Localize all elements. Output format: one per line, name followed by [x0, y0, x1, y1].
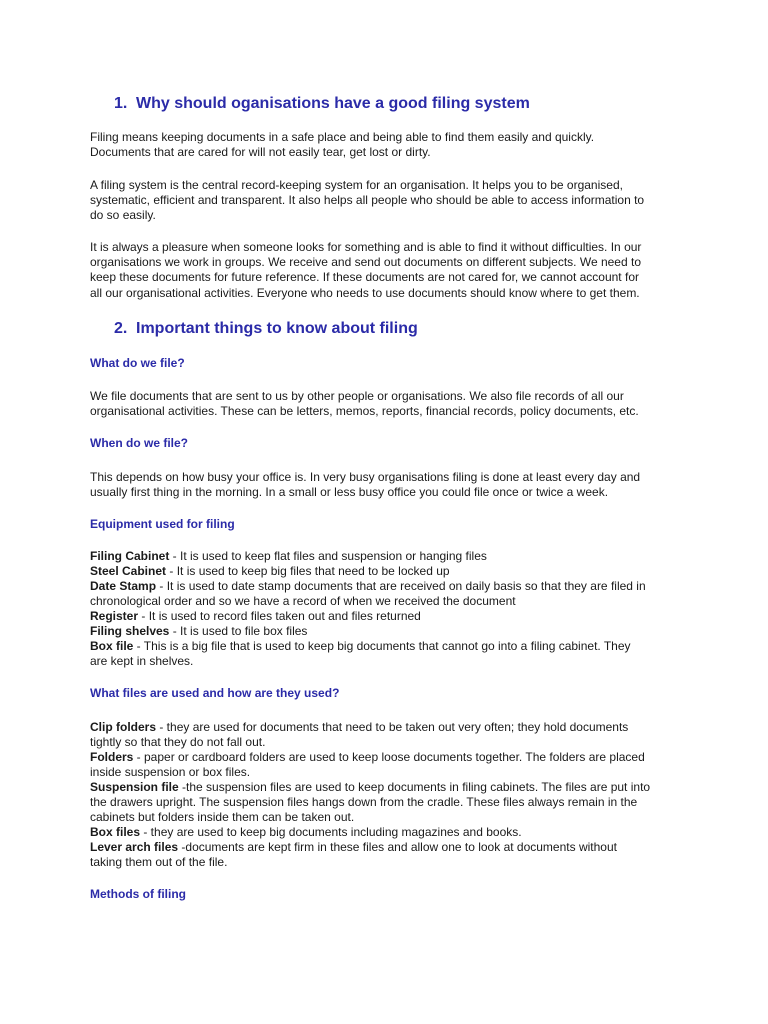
equipment-list	[90, 549, 690, 669]
definition: - It is used to date stamp documents that are received on daily basis so that they are filed in	[156, 579, 646, 593]
pleasure-paragraph	[90, 240, 690, 301]
what-do-we-file-heading: What do we file?	[90, 356, 185, 370]
file-type-item	[90, 720, 690, 735]
equipment-item	[90, 549, 690, 564]
term: Suspension file	[90, 780, 179, 794]
term: Filing shelves	[90, 624, 170, 638]
definition-continued: the drawers upright. The suspension files hangs down from the cradle. These files always remain in the	[90, 795, 638, 809]
section-1-title: Why should oganisations have a good filing system	[136, 95, 530, 112]
definition-continued: inside suspension or box files.	[90, 765, 251, 779]
paragraph-line: Documents that are cared for will not easily tear, get lost or dirty.	[90, 145, 431, 160]
term: Box files	[90, 825, 141, 839]
equipment-heading: Equipment used for filing	[90, 517, 235, 531]
section-2-title: Important things to know about filing	[136, 320, 418, 337]
paragraph-line: We file documents that are sent to us by other people or organisations. We also file records of all our	[90, 389, 624, 403]
definition-continued: taking them out of the file.	[90, 855, 228, 869]
equipment-item	[90, 609, 690, 624]
definition: - paper or cardboard folders are used to keep loose documents together. The folders are placed	[133, 750, 645, 764]
file-type-item	[90, 840, 690, 855]
paragraph-line: This depends on how busy your office is. In very busy organisations filing is done at least every day and	[90, 470, 641, 484]
file-type-item	[90, 780, 690, 795]
equipment-item	[90, 624, 690, 639]
paragraph-line: all our organisational activities. Everyone who needs to use documents should know where to get them.	[90, 285, 640, 300]
equipment-item	[90, 564, 690, 579]
paragraph-line: A filing system is the central record-keeping system for an organisation. It helps you to be organised,	[90, 178, 623, 192]
definition: - It is used to keep big files that need to be locked up	[166, 564, 450, 578]
term: Lever arch files	[90, 840, 179, 854]
paragraph-line: Filing means keeping documents in a safe place and being able to find them easily and quickly.	[90, 130, 595, 144]
file-type-item	[90, 750, 690, 765]
filing-definition-paragraph	[90, 130, 690, 160]
term: Filing Cabinet	[90, 549, 170, 563]
section-2-heading	[114, 319, 418, 339]
paragraph-line: do so easily.	[90, 208, 156, 223]
paragraph-line: organisations we work in groups. We receive and send out documents on different subjects. We need to	[90, 255, 641, 270]
definition: -documents are kept firm in these files and allow one to look at documents without	[178, 840, 617, 854]
paragraph-line: organisational activities. These can be letters, memos, reports, financial records, policy documents, etc.	[90, 404, 639, 419]
term: Register	[90, 609, 139, 623]
term: Steel Cabinet	[90, 564, 167, 578]
paragraph-line: It is always a pleasure when someone looks for something and is able to find it without difficulties. In our	[90, 240, 642, 254]
file-type-item	[90, 825, 690, 840]
methods-of-filing-heading: Methods of filing	[90, 887, 186, 901]
what-files-heading: What files are used and how are they used?	[90, 686, 340, 700]
definition: -the suspension files are used to keep documents in filing cabinets. The files are put into	[178, 780, 651, 794]
paragraph-line: usually first thing in the morning. In a small or less busy office you could file once or twice a week.	[90, 485, 609, 500]
equipment-item	[90, 639, 690, 654]
when-do-we-file-paragraph	[90, 470, 690, 500]
definition-continued: cabinets but folders inside them can be taken out.	[90, 810, 355, 824]
paragraph-line: keep these documents for future reference. If these documents are not cared for, we cannot account for	[90, 270, 639, 285]
definition: - It is used to keep flat files and suspension or hanging files	[169, 549, 487, 563]
term: Date Stamp	[90, 579, 157, 593]
definition: - they are used for documents that need to be taken out very often; they hold documents	[156, 720, 629, 734]
definition: - It is used to file box files	[169, 624, 308, 638]
paragraph-line: systematic, efficient and transparent. It also helps all people who should be able to access information to	[90, 193, 645, 208]
what-do-we-file-paragraph	[90, 389, 690, 419]
section-1-number: 1.	[114, 95, 128, 112]
definition: - they are used to keep big documents including magazines and books.	[140, 825, 522, 839]
files-list	[90, 720, 690, 870]
definition-continued: chronological order and so we have a record of when we received the document	[90, 594, 516, 608]
equipment-item	[90, 579, 690, 594]
term: Folders	[90, 750, 134, 764]
definition: - It is used to record files taken out and files returned	[138, 609, 421, 623]
definition-continued: tightly so that they do not fall out.	[90, 735, 266, 749]
section-1-heading	[114, 94, 530, 114]
definition: - This is a big file that is used to keep big documents that cannot go into a filing cabinet. They	[133, 639, 631, 653]
section-2-number: 2.	[114, 320, 128, 337]
term: Box file	[90, 639, 134, 653]
when-do-we-file-heading: When do we file?	[90, 436, 188, 450]
definition-continued: are kept in shelves.	[90, 654, 194, 668]
filing-system-paragraph	[90, 178, 690, 224]
term: Clip folders	[90, 720, 157, 734]
